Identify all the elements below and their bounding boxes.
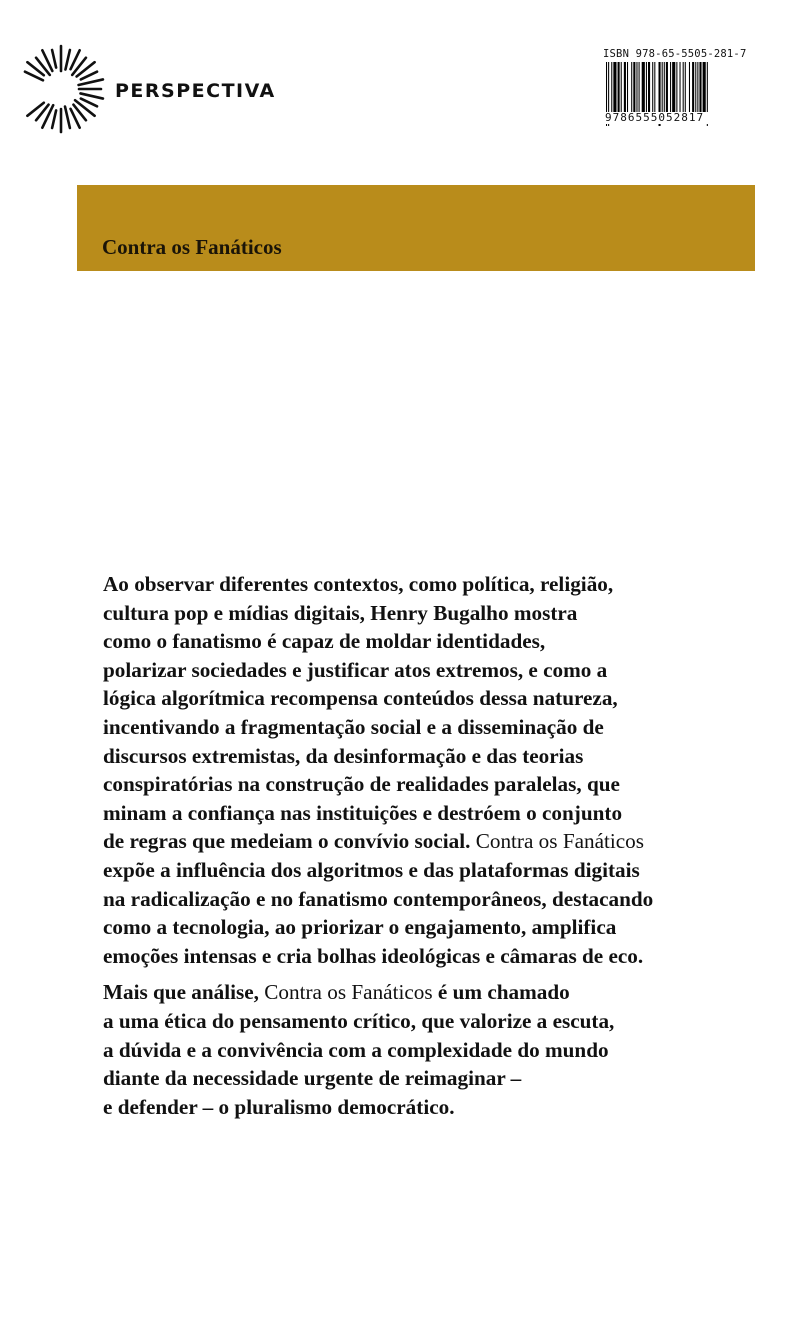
text-line: Ao observar diferentes contextos, como política, religião,: [103, 572, 614, 596]
text-line: lógica algorítmica recompensa conteúdos dessa natureza,: [103, 686, 618, 711]
text-line: [103, 827, 713, 856]
text-line: cultura pop e mídias digitais, Henry Bugalho mostra: [103, 600, 578, 625]
title-band: [77, 185, 755, 271]
text-line: discursos extremistas, da desinformação e das teorias: [103, 743, 584, 768]
text-line: expõe a influência dos algoritmos e das plataformas digitais: [103, 857, 640, 882]
sunburst-logo-icon: [16, 44, 106, 134]
text-line: e defender – o pluralismo democrático.: [103, 1094, 455, 1119]
text-line: como o fanatismo é capaz de moldar identidades,: [103, 629, 546, 654]
inline-book-title: Contra os Fanáticos: [264, 980, 433, 1005]
isbn-barcode: [603, 48, 753, 126]
text-segment: de regras que medeiam o convívio social.: [103, 829, 476, 854]
isbn-digits: 9786555052817: [603, 112, 757, 124]
synopsis-paragraph-2: [103, 978, 713, 1121]
text-line: emoções intensas e cria bolhas ideológicas e câmaras de eco.: [103, 943, 644, 968]
text-segment: é um chamado: [432, 980, 570, 1005]
text-line: diante da necessidade urgente de reimaginar –: [103, 1066, 522, 1091]
text-line: minam a confiança nas instituições e destróem o conjunto: [103, 800, 623, 825]
isbn-label: ISBN 978-65-5505-281-7: [603, 48, 747, 60]
book-title: Contra os Fanáticos: [102, 235, 282, 259]
text-line: como a tecnologia, ao priorizar o engajamento, amplifica: [103, 915, 617, 940]
synopsis: [103, 570, 713, 1121]
inline-book-title: Contra os Fanáticos: [475, 829, 645, 854]
text-segment: Mais que análise,: [103, 980, 265, 1005]
synopsis-paragraph-1: [103, 570, 713, 970]
text-line: incentivando a fragmentação social e a disseminação de: [103, 714, 604, 739]
text-line: conspiratórias na construção de realidades paralelas, que: [103, 772, 620, 797]
publisher-name: PERSPECTIVA: [115, 80, 276, 102]
text-line: a dúvida e a convivência com a complexidade do mundo: [103, 1037, 609, 1062]
text-line: a uma ética do pensamento crítico, que valorize a escuta,: [103, 1008, 615, 1033]
text-line: [103, 978, 713, 1007]
text-line: polarizar sociedades e justificar atos extremos, e como a: [103, 657, 608, 682]
text-line: na radicalização e no fanatismo contemporâneos, destacando: [103, 886, 654, 911]
